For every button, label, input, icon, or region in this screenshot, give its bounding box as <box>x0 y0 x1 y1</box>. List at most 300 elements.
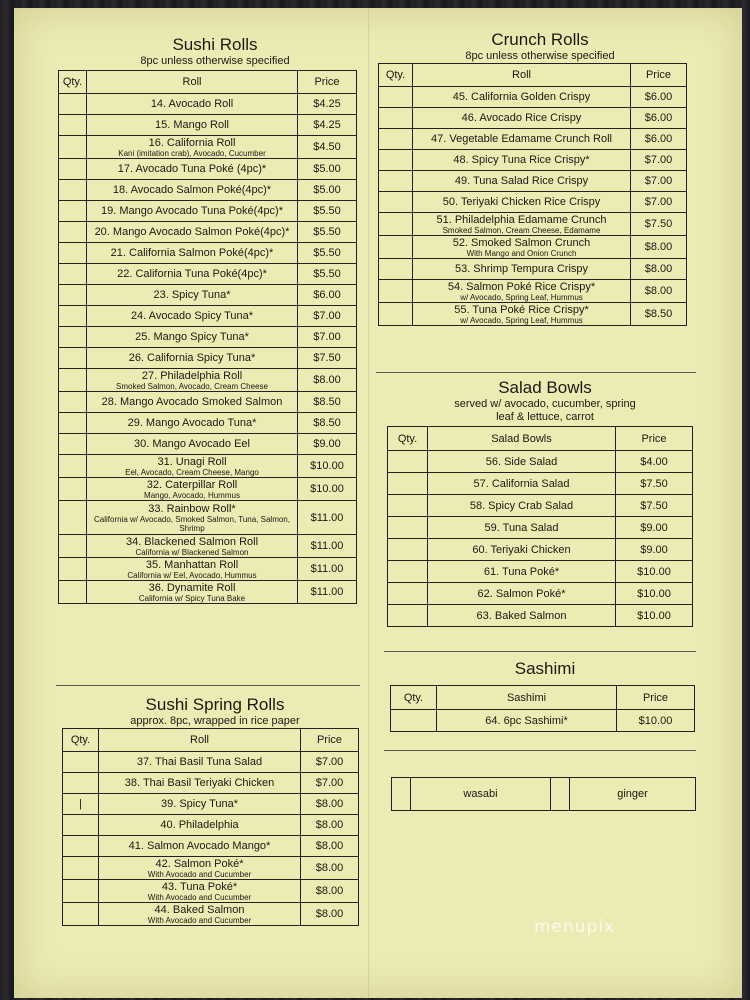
column-header-item: Roll <box>99 729 301 752</box>
qty-cell[interactable] <box>59 264 87 285</box>
item-cell <box>99 903 301 926</box>
item-price: $10.00 <box>617 710 695 732</box>
qty-cell[interactable] <box>59 201 87 222</box>
item-cell <box>87 201 298 222</box>
menu-item-row <box>59 327 357 348</box>
item-description: Smoked Salmon, Avocado, Cream Cheese <box>116 381 268 391</box>
item-price: $9.00 <box>298 434 357 455</box>
spring-rolls-header <box>80 695 350 728</box>
menu-item-row <box>59 159 357 180</box>
item-price: $8.00 <box>631 236 687 259</box>
item-name: 41. Salmon Avocado Mango* <box>128 840 271 852</box>
item-price: $5.50 <box>298 264 357 285</box>
item-name: 58. Spicy Crab Salad <box>469 499 574 512</box>
item-description: Eel, Avocado, Cream Cheese, Mango <box>125 467 259 477</box>
item-price: $5.50 <box>298 201 357 222</box>
item-price: $5.00 <box>298 159 357 180</box>
item-name: 46. Avocado Rice Crispy <box>461 112 582 124</box>
item-cell <box>413 150 631 171</box>
divider <box>384 651 696 652</box>
item-price: $7.00 <box>631 171 687 192</box>
item-description: California w/ Eel, Avocado, Hummus <box>127 570 257 580</box>
item-description: California w/ Avocado, Smoked Salmon, Tuna, Salmon, Shrimp <box>94 514 290 533</box>
item-price: $8.00 <box>301 836 359 857</box>
qty-cell[interactable] <box>63 773 99 794</box>
menu-item-row <box>59 243 357 264</box>
qty-cell[interactable] <box>59 159 87 180</box>
item-name: 22. California Tuna Poké(4pc)* <box>117 268 267 280</box>
menu-item-row <box>59 136 357 159</box>
item-cell <box>428 561 616 583</box>
column-header-item: Roll <box>87 71 298 94</box>
menu-item-row <box>59 501 357 535</box>
salad-bowls-table <box>387 426 693 627</box>
menu-item-row <box>388 605 693 627</box>
qty-cell[interactable] <box>59 327 87 348</box>
item-cell <box>87 348 298 369</box>
item-cell <box>87 581 298 604</box>
item-price: $5.00 <box>298 180 357 201</box>
item-name: 59. Tuna Salad <box>484 521 559 534</box>
qty-cell[interactable] <box>59 94 87 115</box>
item-price: $7.50 <box>298 348 357 369</box>
spring-rolls-subtitle: approx. 8pc, wrapped in rice paper <box>130 715 300 727</box>
menu-item-row <box>388 539 693 561</box>
qty-cell[interactable] <box>59 581 87 604</box>
item-cell <box>87 413 298 434</box>
menu-item-row <box>388 583 693 605</box>
column-header-item: Roll <box>413 64 631 87</box>
menu-item-row <box>59 478 357 501</box>
item-price: $8.00 <box>301 815 359 836</box>
item-cell <box>413 87 631 108</box>
item-name: 29. Mango Avocado Tuna* <box>127 417 257 429</box>
item-description: California w/ Blackened Salmon <box>135 547 249 557</box>
menu-item-row <box>59 535 357 558</box>
table-header-row <box>59 71 357 94</box>
item-price: $7.50 <box>631 213 687 236</box>
menu-item-row <box>59 201 357 222</box>
item-cell <box>99 880 301 903</box>
item-price: $10.00 <box>298 455 357 478</box>
qty-cell[interactable] <box>59 348 87 369</box>
item-price: $4.00 <box>616 451 693 473</box>
item-cell <box>87 264 298 285</box>
item-price: $7.00 <box>301 773 359 794</box>
column-header-qty: Qty. <box>391 686 437 710</box>
menu-item-row <box>59 558 357 581</box>
salad-bowls-header <box>410 378 680 424</box>
item-cell <box>87 455 298 478</box>
crunch-rolls-table <box>378 63 687 326</box>
item-name: 36. Dynamite Roll <box>148 581 236 594</box>
item-price: $6.00 <box>631 87 687 108</box>
item-price: $11.00 <box>298 535 357 558</box>
qty-cell[interactable] <box>59 285 87 306</box>
item-cell <box>413 108 631 129</box>
item-cell <box>413 192 631 213</box>
item-description: With Avocado and Cucumber <box>147 892 252 902</box>
sushi-rolls-title: Sushi Rolls <box>172 35 258 54</box>
qty-cell[interactable]: | <box>63 794 99 815</box>
item-description: Kani (imitation crab), Avocado, Cucumber <box>118 148 266 158</box>
qty-cell[interactable] <box>59 369 87 392</box>
item-description: Mango, Avocado, Hummus <box>144 490 240 500</box>
menu-item-row <box>379 236 687 259</box>
qty-cell[interactable] <box>59 455 87 478</box>
qty-cell[interactable] <box>379 303 413 326</box>
menu-item-row <box>379 108 687 129</box>
item-price: $5.50 <box>298 243 357 264</box>
menu-item-row <box>59 285 357 306</box>
item-cell <box>428 473 616 495</box>
wasabi-label: wasabi <box>411 778 551 811</box>
item-cell <box>413 129 631 150</box>
menu-item-row <box>388 561 693 583</box>
item-name: 39. Spicy Tuna* <box>160 798 239 810</box>
item-price: $9.00 <box>616 517 693 539</box>
menu-item-row <box>63 836 359 857</box>
menu-item-row <box>59 392 357 413</box>
menu-item-row <box>388 473 693 495</box>
item-name: 63. Baked Salmon <box>476 609 567 622</box>
item-price: $7.50 <box>616 473 693 495</box>
column-header-price: Price <box>301 729 359 752</box>
qty-cell[interactable] <box>63 857 99 880</box>
item-price: $7.00 <box>298 306 357 327</box>
qty-cell[interactable] <box>59 180 87 201</box>
qty-cell[interactable] <box>391 710 437 732</box>
item-cell <box>87 369 298 392</box>
item-cell <box>87 558 298 581</box>
item-price: $8.00 <box>301 880 359 903</box>
item-name: 18. Avocado Salmon Poké(4pc)* <box>112 184 272 196</box>
salad-bowls-subtitle-2: leaf & lettuce, carrot <box>496 411 594 423</box>
item-cell <box>87 434 298 455</box>
qty-cell[interactable] <box>388 495 428 517</box>
item-price: $7.00 <box>631 192 687 213</box>
qty-cell[interactable] <box>63 903 99 926</box>
qty-cell[interactable] <box>63 752 99 773</box>
item-name: 51. Philadelphia Edamame Crunch <box>436 213 607 226</box>
item-name: 31. Unagi Roll <box>157 455 227 468</box>
item-name: 26. California Spicy Tuna* <box>128 352 256 364</box>
menu-item-row <box>59 348 357 369</box>
item-cell <box>428 495 616 517</box>
qty-cell[interactable] <box>63 815 99 836</box>
item-price: $8.50 <box>631 303 687 326</box>
item-name: 25. Mango Spicy Tuna* <box>135 331 249 343</box>
item-price: $8.00 <box>301 903 359 926</box>
item-cell <box>87 392 298 413</box>
qty-cell[interactable] <box>63 836 99 857</box>
item-cell <box>87 535 298 558</box>
qty-cell[interactable] <box>379 129 413 150</box>
ginger-qty-cell[interactable] <box>551 778 570 811</box>
item-cell <box>87 159 298 180</box>
item-name: 42. Salmon Poké* <box>155 857 244 870</box>
item-price: $5.50 <box>298 222 357 243</box>
menu-item-row <box>59 413 357 434</box>
item-price: $10.00 <box>616 561 693 583</box>
item-cell <box>87 285 298 306</box>
item-name: 21. California Salmon Poké(4pc)* <box>110 247 274 259</box>
item-cell <box>87 306 298 327</box>
item-cell <box>87 327 298 348</box>
item-name: 61. Tuna Poké* <box>483 565 560 578</box>
item-description: With Mango and Onion Crunch <box>466 248 577 258</box>
item-price: $8.50 <box>298 413 357 434</box>
column-header-item: Salad Bowls <box>428 427 616 451</box>
item-cell <box>87 478 298 501</box>
menu-item-row <box>59 94 357 115</box>
qty-cell[interactable] <box>379 280 413 303</box>
column-header-price: Price <box>631 64 687 87</box>
item-name: 45. California Golden Crispy <box>452 91 591 103</box>
sushi-rolls-subtitle: 8pc unless otherwise specified <box>140 55 290 67</box>
qty-cell[interactable] <box>379 171 413 192</box>
item-price: $11.00 <box>298 501 357 535</box>
menu-item-row <box>63 794 359 815</box>
item-price: $9.00 <box>616 539 693 561</box>
sushi-rolls-header <box>80 35 350 68</box>
item-cell <box>413 171 631 192</box>
divider <box>56 685 360 686</box>
qty-cell[interactable] <box>388 583 428 605</box>
qty-cell[interactable] <box>388 561 428 583</box>
item-description: With Avocado and Cucumber <box>147 915 252 925</box>
item-cell <box>99 815 301 836</box>
item-price: $8.00 <box>631 280 687 303</box>
item-name: 32. Caterpillar Roll <box>146 478 238 491</box>
item-name: 23. Spicy Tuna* <box>153 289 231 301</box>
item-name: 19. Mango Avocado Tuna Poké(4pc)* <box>100 205 284 217</box>
menu-item-row <box>379 87 687 108</box>
menu-item-row <box>63 773 359 794</box>
divider <box>384 750 696 751</box>
item-price: $10.00 <box>616 583 693 605</box>
item-name: 56. Side Salad <box>485 455 558 468</box>
item-name: 40. Philadelphia <box>160 819 239 831</box>
item-price: $6.00 <box>298 285 357 306</box>
column-header-qty: Qty. <box>379 64 413 87</box>
item-price: $6.00 <box>631 108 687 129</box>
ginger-label: ginger <box>570 778 696 811</box>
menu-item-row <box>379 280 687 303</box>
item-name: 17. Avocado Tuna Poké (4pc)* <box>117 163 267 175</box>
item-cell <box>428 605 616 627</box>
qty-cell[interactable] <box>59 434 87 455</box>
sashimi-title: Sashimi <box>514 659 576 678</box>
menu-item-row <box>379 259 687 280</box>
item-name: 50. Teriyaki Chicken Rice Crispy <box>442 196 601 208</box>
menu-item-row <box>59 306 357 327</box>
qty-cell[interactable] <box>63 880 99 903</box>
item-name: 52. Smoked Salmon Crunch <box>452 236 591 249</box>
qty-cell[interactable] <box>59 478 87 501</box>
item-cell <box>428 451 616 473</box>
item-name: 14. Avocado Roll <box>150 98 234 110</box>
qty-cell[interactable] <box>59 413 87 434</box>
item-cell <box>87 222 298 243</box>
item-price: $8.00 <box>301 857 359 880</box>
item-cell <box>87 180 298 201</box>
item-price: $8.00 <box>298 369 357 392</box>
qty-cell[interactable] <box>379 108 413 129</box>
crunch-rolls-header <box>395 30 685 63</box>
crunch-rolls-title: Crunch Rolls <box>491 30 589 49</box>
item-cell <box>413 213 631 236</box>
menu-item-row <box>59 222 357 243</box>
table-header-row <box>379 64 687 87</box>
item-name: 28. Mango Avocado Smoked Salmon <box>101 396 283 408</box>
menu-item-row <box>59 115 357 136</box>
menu-item-row <box>63 903 359 926</box>
salad-bowls-title: Salad Bowls <box>498 378 592 397</box>
qty-cell[interactable] <box>59 222 87 243</box>
qty-cell[interactable] <box>59 392 87 413</box>
item-cell <box>437 710 617 732</box>
item-price: $4.50 <box>298 136 357 159</box>
spring-rolls-title: Sushi Spring Rolls <box>145 695 285 714</box>
item-price: $7.00 <box>298 327 357 348</box>
item-name: 49. Tuna Salad Rice Crispy <box>454 175 589 187</box>
menu-item-row <box>59 180 357 201</box>
sashimi-header <box>410 659 680 679</box>
menu-item-row <box>388 451 693 473</box>
qty-cell[interactable] <box>59 535 87 558</box>
addons-table <box>391 777 696 811</box>
menu-item-row <box>379 129 687 150</box>
menu-item-row <box>59 581 357 604</box>
item-name: 37. Thai Basil Tuna Salad <box>136 756 263 768</box>
item-cell <box>87 115 298 136</box>
qty-cell[interactable] <box>59 501 87 535</box>
item-description: w/ Avocado, Spring Leaf, Hummus <box>460 292 583 302</box>
item-price: $7.00 <box>301 752 359 773</box>
item-description: Smoked Salmon, Cream Cheese, Edamame <box>442 225 601 235</box>
qty-cell[interactable] <box>388 517 428 539</box>
item-name: 48. Spicy Tuna Rice Crispy* <box>453 154 590 166</box>
item-cell <box>99 857 301 880</box>
item-description: w/ Avocado, Spring Leaf, Hummus <box>460 315 583 325</box>
item-cell <box>99 794 301 815</box>
item-name: 34. Blackened Salmon Roll <box>125 535 259 548</box>
column-header-qty: Qty. <box>388 427 428 451</box>
item-description: California w/ Spicy Tuna Bake <box>138 593 246 603</box>
qty-cell[interactable] <box>388 605 428 627</box>
menu-item-row <box>59 455 357 478</box>
sashimi-table <box>390 685 695 732</box>
qty-cell[interactable] <box>388 451 428 473</box>
qty-cell[interactable] <box>59 136 87 159</box>
item-name: 33. Rainbow Roll* <box>148 502 236 515</box>
item-cell <box>99 773 301 794</box>
qty-cell[interactable] <box>388 473 428 495</box>
menu-item-row <box>391 710 695 732</box>
item-cell <box>99 752 301 773</box>
item-cell <box>87 243 298 264</box>
qty-cell[interactable] <box>379 87 413 108</box>
qty-cell[interactable] <box>59 558 87 581</box>
crunch-rolls-subtitle: 8pc unless otherwise specified <box>465 50 615 62</box>
item-cell <box>413 303 631 326</box>
item-name: 44. Baked Salmon <box>154 903 245 916</box>
menu-item-row <box>388 495 693 517</box>
table-header-row <box>63 729 359 752</box>
column-header-price: Price <box>617 686 695 710</box>
column-header-qty: Qty. <box>63 729 99 752</box>
menu-item-row <box>379 213 687 236</box>
qty-cell[interactable] <box>388 539 428 561</box>
wasabi-qty-cell[interactable] <box>392 778 411 811</box>
qty-cell[interactable] <box>59 306 87 327</box>
table-header-row <box>388 427 693 451</box>
menu-item-row <box>63 815 359 836</box>
item-cell <box>87 136 298 159</box>
item-name: 47. Vegetable Edamame Crunch Roll <box>431 133 612 145</box>
menupix-watermark: menupix <box>534 917 616 937</box>
item-name: 64. 6pc Sashimi* <box>485 714 568 727</box>
item-cell <box>413 280 631 303</box>
menu-item-row <box>379 171 687 192</box>
item-cell <box>428 583 616 605</box>
item-price: $11.00 <box>298 558 357 581</box>
column-header-qty: Qty. <box>59 71 87 94</box>
item-price: $6.00 <box>631 129 687 150</box>
item-cell <box>87 501 298 535</box>
qty-cell[interactable] <box>379 192 413 213</box>
item-price: $10.00 <box>616 605 693 627</box>
menu-item-row <box>59 264 357 285</box>
item-name: 54. Salmon Poké Rice Crispy* <box>447 280 596 293</box>
item-cell <box>428 517 616 539</box>
qty-cell[interactable] <box>59 115 87 136</box>
item-cell <box>413 236 631 259</box>
table-header-row <box>391 686 695 710</box>
item-price: $4.25 <box>298 115 357 136</box>
item-cell <box>413 259 631 280</box>
item-name: 53. Shrimp Tempura Crispy <box>454 263 589 275</box>
item-cell <box>87 94 298 115</box>
menu-item-row <box>63 752 359 773</box>
qty-cell[interactable] <box>379 236 413 259</box>
item-name: 38. Thai Basil Teriyaki Chicken <box>124 777 275 789</box>
menu-item-row <box>379 150 687 171</box>
column-header-item: Sashimi <box>437 686 617 710</box>
item-name: 60. Teriyaki Chicken <box>472 543 571 556</box>
spring-rolls-table <box>62 728 359 926</box>
item-name: 16. California Roll <box>148 136 236 149</box>
item-price: $11.00 <box>298 581 357 604</box>
item-name: 20. Mango Avocado Salmon Poké(4pc)* <box>94 226 290 238</box>
qty-cell[interactable] <box>379 259 413 280</box>
menu-item-row <box>59 434 357 455</box>
qty-cell[interactable] <box>379 150 413 171</box>
menu-item-row <box>388 517 693 539</box>
item-price: $7.00 <box>631 150 687 171</box>
item-price: $7.50 <box>616 495 693 517</box>
qty-cell[interactable] <box>59 243 87 264</box>
item-name: 55. Tuna Poké Rice Crispy* <box>454 303 589 316</box>
item-name: 27. Philadelphia Roll <box>141 369 243 382</box>
item-price: $10.00 <box>298 478 357 501</box>
item-price: $8.50 <box>298 392 357 413</box>
item-cell <box>428 539 616 561</box>
menu-item-row <box>63 880 359 903</box>
item-name: 62. Salmon Poké* <box>477 587 566 600</box>
qty-cell[interactable] <box>379 213 413 236</box>
